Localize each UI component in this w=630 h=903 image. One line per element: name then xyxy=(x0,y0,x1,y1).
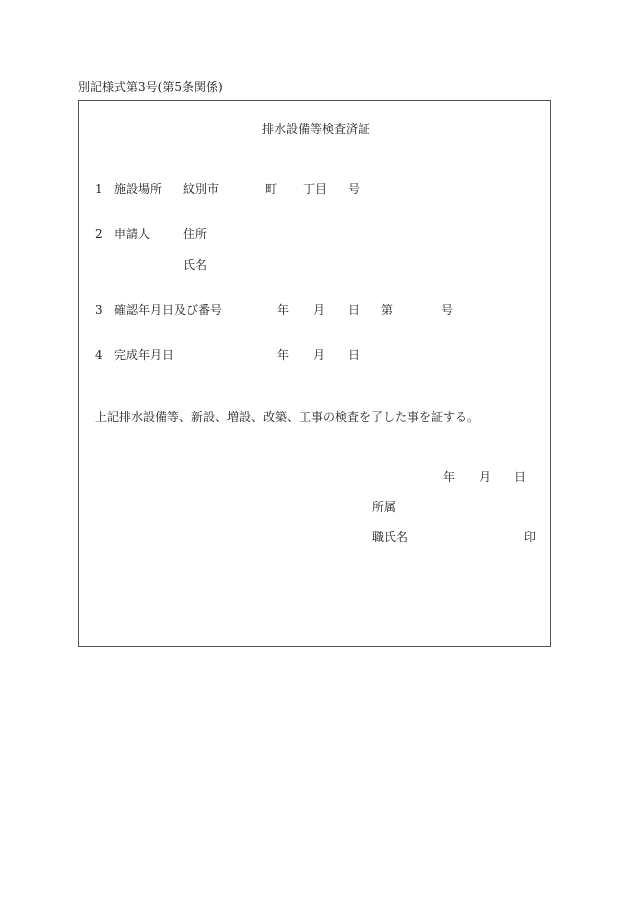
item4-month: 月 xyxy=(313,348,326,362)
affiliation-label: 所属 xyxy=(372,500,397,514)
issue-year: 年 xyxy=(443,470,456,484)
official-name-label: 職氏名 xyxy=(372,530,409,544)
item3-month: 月 xyxy=(313,303,326,317)
item2-address-label: 住所 xyxy=(183,227,208,241)
item2-name-label: 氏名 xyxy=(183,258,208,272)
issue-day: 日 xyxy=(514,470,527,484)
item2-label: 申請人 xyxy=(114,227,151,241)
item4-day: 日 xyxy=(348,348,361,362)
item1-label: 施設場所 xyxy=(114,182,163,196)
item3-dai: 第 xyxy=(381,303,394,317)
item1-chome: 丁目 xyxy=(303,182,328,196)
item3-day: 日 xyxy=(348,303,361,317)
document-title: 排水設備等検査済証 xyxy=(262,122,371,136)
form-label: 別記様式第3号(第5条関係) xyxy=(78,80,223,94)
item3-year: 年 xyxy=(277,303,290,317)
item1-go: 号 xyxy=(348,182,361,196)
item1-city: 紋別市 xyxy=(183,182,220,196)
issue-month: 月 xyxy=(479,470,492,484)
item3-go: 号 xyxy=(441,303,454,317)
item3-number: 3 xyxy=(95,303,103,317)
item1-number: 1 xyxy=(95,182,103,196)
seal-mark: 印 xyxy=(524,530,537,544)
item1-town: 町 xyxy=(265,182,278,196)
item3-label: 確認年月日及び番号 xyxy=(114,303,223,317)
item4-label: 完成年月日 xyxy=(114,348,175,362)
certification-statement: 上記排水設備等、新設、増設、改築、工事の検査を了した事を証する。 xyxy=(95,410,480,424)
item4-year: 年 xyxy=(277,348,290,362)
item4-number: 4 xyxy=(95,348,103,362)
item2-number: 2 xyxy=(95,227,103,241)
